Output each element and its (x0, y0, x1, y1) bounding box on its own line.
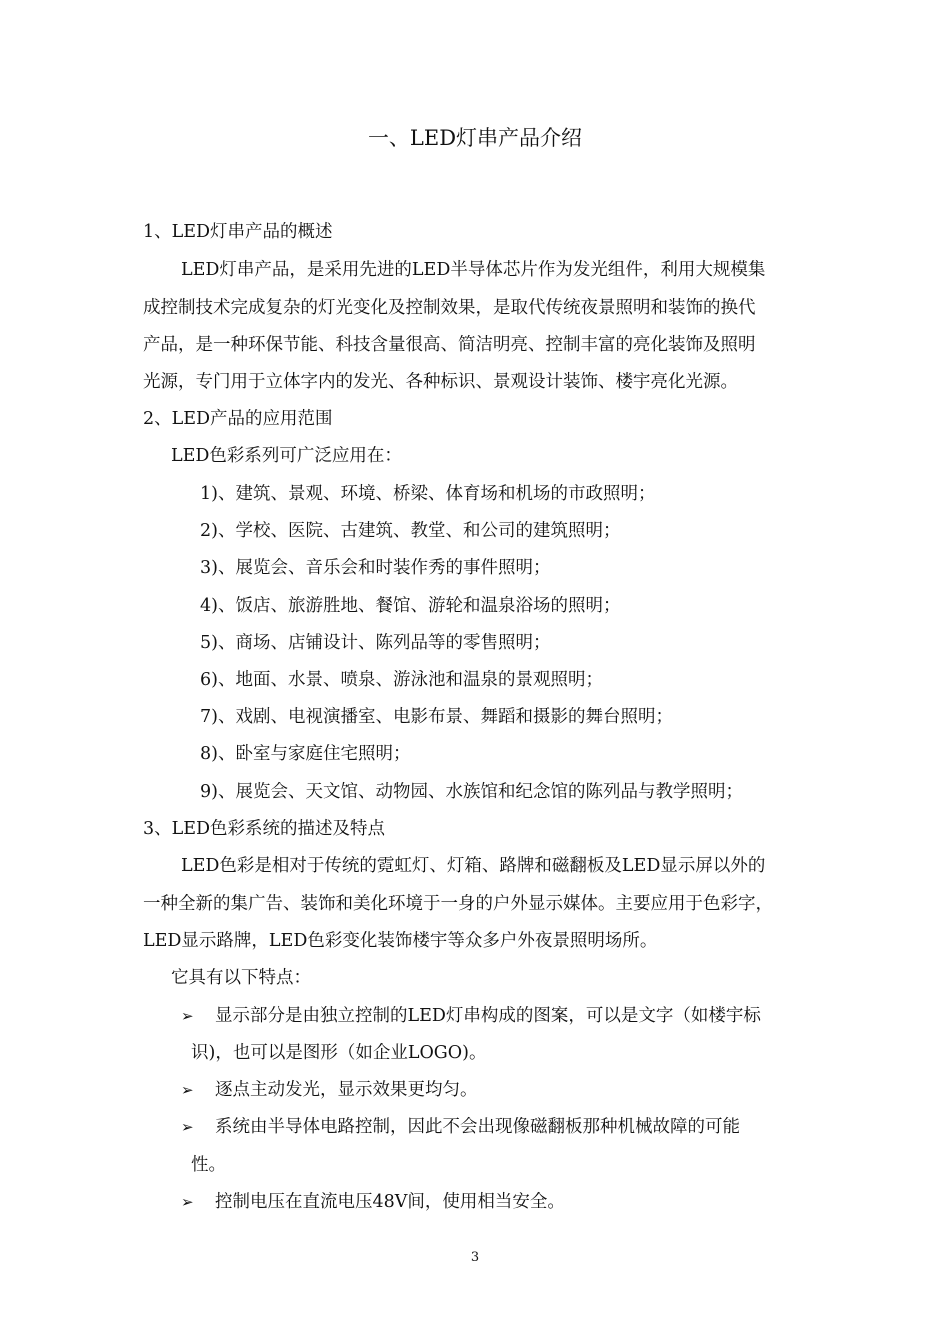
section-3-heading: 3、LED色彩系统的描述及特点 (143, 819, 386, 839)
feature-line: 性。 (191, 1155, 226, 1175)
bullet-arrow-icon: ➢ (181, 1193, 194, 1211)
list-item: 1)、建筑、景观、环境、桥梁、体育场和机场的市政照明； (200, 484, 656, 504)
list-item: 6)、地面、水景、喷泉、游泳池和温泉的景观照明； (200, 670, 603, 690)
feature-line: 识)，也可以是图形（如企业LOGO)。 (191, 1043, 487, 1063)
paragraph-line: LED色彩是相对于传统的霓虹灯、灯箱、路牌和磁翻板及LED显示屏以外的 (181, 856, 766, 876)
feature-line: 系统由半导体电路控制，因此不会出现像磁翻板那种机械故障的可能 (215, 1117, 740, 1137)
bullet-arrow-icon: ➢ (181, 1007, 194, 1025)
paragraph-line: 一种全新的集广告、装饰和美化环境于一身的户外显示媒体。主要应用于色彩字， (143, 894, 773, 914)
page-number: 3 (470, 1250, 480, 1265)
bullet-arrow-icon: ➢ (181, 1081, 194, 1099)
feature-line: 逐点主动发光，显示效果更均匀。 (215, 1080, 478, 1100)
section-2-intro: LED色彩系列可广泛应用在： (171, 446, 402, 466)
paragraph-line: LED显示路牌，LED色彩变化装饰楼宇等众多户外夜景照明场所。 (143, 931, 658, 951)
list-item: 7)、戏剧、电视演播室、电影布景、舞蹈和摄影的舞台照明； (200, 707, 673, 727)
list-item: 2)、学校、医院、古建筑、教堂、和公司的建筑照明； (200, 521, 621, 541)
section-2-heading: 2、LED产品的应用范围 (143, 409, 333, 429)
list-item: 4)、饭店、旅游胜地、餐馆、游轮和温泉浴场的照明； (200, 596, 621, 616)
paragraph-line: 成控制技术完成复杂的灯光变化及控制效果，是取代传统夜景照明和装饰的换代 (143, 298, 756, 318)
paragraph-line: 光源，专门用于立体字内的发光、各种标识、景观设计装饰、楼宇亮化光源。 (143, 372, 738, 392)
list-item: 9)、展览会、天文馆、动物园、水族馆和纪念馆的陈列品与教学照明； (200, 782, 743, 802)
paragraph-line: 产品，是一种环保节能、科技含量很高、简洁明亮、控制丰富的亮化装饰及照明 (143, 335, 756, 355)
feature-line: 显示部分是由独立控制的LED灯串构成的图案，可以是文字（如楼宇标 (215, 1006, 761, 1026)
bullet-arrow-icon: ➢ (181, 1118, 194, 1136)
features-intro: 它具有以下特点： (171, 968, 311, 988)
page-title: 一、LED灯串产品介绍 (367, 126, 583, 150)
list-item: 8)、卧室与家庭住宅照明； (200, 744, 411, 764)
feature-line: 控制电压在直流电压48V间，使用相当安全。 (215, 1192, 565, 1212)
paragraph-line: LED灯串产品，是采用先进的LED半导体芯片作为发光组件，利用大规模集 (181, 260, 766, 280)
section-1-heading: 1、LED灯串产品的概述 (143, 222, 333, 242)
list-item: 5)、商场、店铺设计、陈列品等的零售照明； (200, 633, 551, 653)
list-item: 3)、展览会、音乐会和时装作秀的事件照明； (200, 558, 551, 578)
